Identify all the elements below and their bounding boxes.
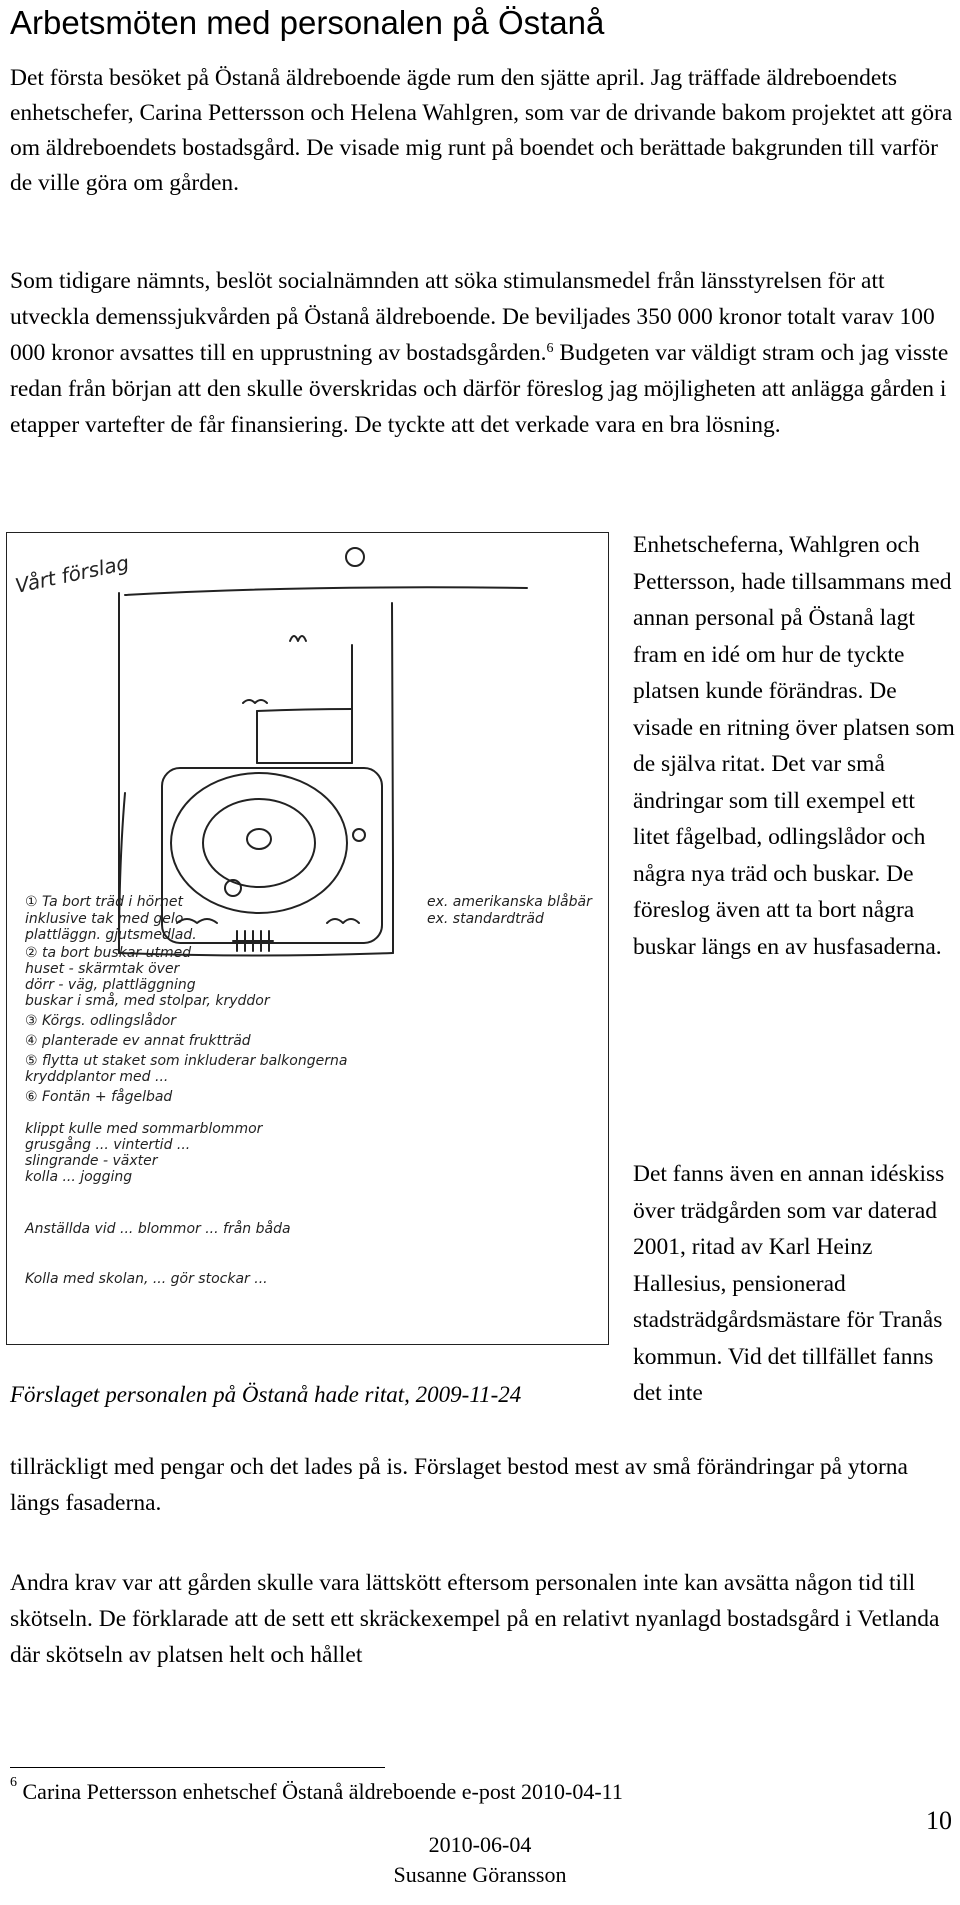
footer-date: 2010-06-04 — [428, 1832, 532, 1857]
paragraph-first-visit: Det första besöket på Östanå äldreboende ägde rum den sjätte april. Jag träffade äldreboendets enhetschefer, Carina Pettersson och Helena Wahlgren, som var de drivande bakom projektet att göra om äldreboendets bostadsgård. De visade mig runt på boendet och berättade bakgrunden till varför de ville göra om gården. — [10, 65, 953, 196]
paragraph-continuation: tillräckligt med pengar och det lades på is. Förslaget bestod mest av små förändringar på ytorna längs fasaderna. — [10, 1454, 908, 1516]
footnote — [10, 1775, 623, 1805]
sketch-note-12: ⑥ Fontän + fågelbad — [25, 1089, 173, 1105]
page-number: 10 — [926, 1806, 952, 1835]
sketch-note-11: kryddplantor med ... — [25, 1069, 169, 1085]
sketch-bottom-note-1: klippt kulle med sommarblommor — [25, 1121, 263, 1137]
paragraph-funding — [10, 263, 955, 443]
sketch-note-9: ④ planterade ev annat fruktträd — [25, 1033, 251, 1049]
sketch-note-6: dörr - väg, plattläggning — [25, 977, 196, 993]
paragraph-funding-text-b: Budgeten var väldigt stram och jag visste redan från början att den skulle överskridas och därför föreslog jag möjligheten att anlägga gården i etapper vartefter de får finansiering. De tyckte att det verkade vara en bra lösning. — [10, 340, 949, 438]
sketch-title: Vårt förslag — [13, 550, 132, 598]
paragraph-funding-text-a: Som tidigare nämnts, beslöt socialnämnden att söka stimulansmedel från länsstyrelsen för att utveckla demenssjukvården på Östanå äldreboende. De beviljades 350 000 kronor totalt varav 100 000 kronor avsattes till en upprustning av bostadsgården. — [10, 268, 935, 366]
sketch-note-1: ① Ta bort träd i hörnet — [25, 894, 183, 910]
footnote-number: 6 — [10, 1775, 17, 1790]
sketch-bottom-note-5: Anställda vid ... blommor ... från båda — [25, 1221, 291, 1237]
sketch-note-8: ③ Körgs. odlingslådor — [25, 1013, 177, 1029]
sketch-note-5: huset - skärmtak över — [25, 961, 180, 977]
sketch-note-7: buskar i små, med stolpar, kryddor — [25, 993, 270, 1009]
sketch-right-note-2: ex. standardträd — [427, 911, 544, 927]
sketch-note-2: inklusive tak med gelo — [25, 911, 184, 927]
figure-caption: Förslaget personalen på Östanå hade ritat, 2009-11-24 — [10, 1382, 522, 1407]
footnote-ref: 6 — [546, 341, 554, 356]
footnote-separator — [10, 1767, 385, 1768]
sketch-note-3: plattläggn. gjutsmedlad. — [25, 927, 197, 943]
sketch-right-note-1: ex. amerikanska blåbär — [427, 894, 592, 910]
sidebar-paragraph-staff-idea: Enhetscheferna, Wahlgren och Pettersson, hade tillsammans med annan personal på Östanå lagt fram en idé om hur de tyckte platsen kunde förändras. De visade en ritning över platsen som de själva ritat. Det var små ändringar som till exempel ett litet fågelbad, odlingslådor och några nya träd och buskar. De föreslog även att ta bort några buskar längs en av husfasaderna. — [633, 532, 955, 960]
sketch-bottom-note-6: Kolla med skolan, ... gör stockar ... — [25, 1271, 268, 1287]
footer-author: Susanne Göransson — [393, 1862, 567, 1887]
garden-sketch-drawing — [7, 533, 608, 1344]
sketch-note-4: ② ta bort buskar utmed — [25, 945, 192, 961]
sketch-bottom-note-3: slingrande - växter — [25, 1153, 158, 1169]
sketch-note-10: ⑤ flytta ut staket som inkluderar balkongerna — [25, 1053, 348, 1069]
sketch-bottom-note-4: kolla ... jogging — [25, 1169, 133, 1185]
sidebar-paragraph-earlier-sketch: Det fanns även en annan idéskiss över trädgården som var daterad 2001, ritad av Karl Heinz Hallesius, pensionerad stadsträdgårdsmästare för Tranås kommun. Vid det tillfället fanns det inte — [633, 1161, 945, 1406]
page-heading: Arbetsmöten med personalen på Östanå — [10, 4, 605, 41]
footnote-text: Carina Pettersson enhetschef Östanå äldreboende e-post 2010-04-11 — [17, 1779, 623, 1804]
paragraph-requirements: Andra krav var att gården skulle vara lättskött eftersom personalen inte kan avsätta någon tid till skötseln. De förklarade att de sett ett skräckexempel på en relativt nyanlagd bostadsgård i Vetlanda där skötseln av platsen helt och hållet — [10, 1570, 940, 1668]
sketch-bottom-note-2: grusgång ... vintertid ... — [25, 1137, 191, 1153]
garden-sketch-figure — [6, 532, 609, 1345]
